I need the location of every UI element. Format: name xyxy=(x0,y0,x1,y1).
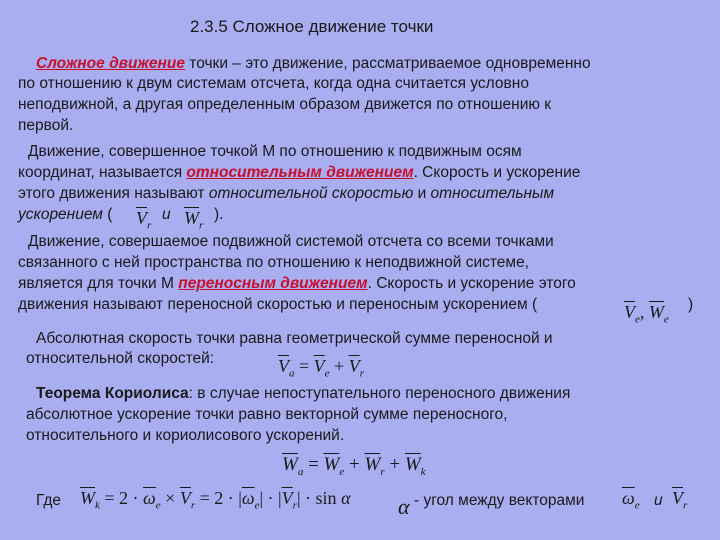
paragraph-2-line-3: этого движения называют относительной скоростью и относительным xyxy=(18,185,555,202)
paragraph-3-line-1: Движение, совершаемое подвижной системой отсчета со всеми точками xyxy=(28,233,554,250)
paragraph-1-line-2: по отношению к двум системам отсчета, когда одна считается условно xyxy=(18,75,529,92)
page-title: 2.3.5 Сложное движение точки xyxy=(190,17,434,36)
paragraph-5-line-2: абсолютное ускорение точки равно векторной сумме переносного, xyxy=(26,406,508,423)
paragraph-2-line-4: ускорением ( xyxy=(18,206,113,223)
formula-omega-e: $\overline{\omega}_e$ xyxy=(622,488,640,512)
formula-ve-we: $\overline{V}_e$, $\overline{W}_e$ xyxy=(624,302,669,326)
where-label: Где xyxy=(36,492,62,509)
alpha-symbol: α xyxy=(398,494,410,519)
paragraph-1-line-3: неподвижной, а другая определенным образом движется по отношению к xyxy=(18,96,552,113)
paragraph-1-line-1: Сложное движение точки – это движение, рассматриваемое одновременно xyxy=(36,55,591,72)
term-transport-motion: переносным движением xyxy=(178,275,368,292)
paragraph-2-line-1: Движение, совершенное точкой М по отношению к подвижным осям xyxy=(28,143,522,160)
conjunction-and: и xyxy=(162,206,171,223)
paragraph-2-line-2: координат, называется относительным движением. Скорость и ускорение xyxy=(18,164,581,181)
paragraph-4-line-1: Абсолютная скорость точки равна геометрической сумме переносной и xyxy=(36,330,553,347)
angle-description: - угол между векторами xyxy=(414,492,585,509)
paren-close: ). xyxy=(214,206,224,223)
formula-vr-2: $\overline{V}_r$ xyxy=(672,488,688,512)
formula-coriolis: $\overline{W}_a = \overline{W}_e + \overline{W}_r + \overline{W}_k$ xyxy=(282,454,426,478)
paragraph-5-line-1: Теорема Кориолиса: в случае непоступательного переносного движения xyxy=(36,385,571,402)
conjunction-and-2: и xyxy=(654,492,663,509)
formula-absolute-velocity: $\overline{V}_a = \overline{V}_e + \overline{V}_r$ xyxy=(278,356,364,380)
paragraph-4-line-2: относительной скоростей: xyxy=(26,350,215,367)
term-coriolis-theorem: Теорема Кориолиса xyxy=(36,385,189,402)
paragraph-1-line-4: первой. xyxy=(18,117,74,134)
paragraph-3-line-2: связанного с ней пространства по отношению к неподвижной системе, xyxy=(18,254,529,271)
term-complex-motion: Сложное движение xyxy=(36,55,185,72)
paragraph-5-line-3: относительного и кориолисового ускорений. xyxy=(26,427,345,444)
paren-close-2: ) xyxy=(688,296,694,313)
formula-vr: $\overline{V}_r$ xyxy=(136,208,152,232)
paragraph-3-line-3: является для точки М переносным движением. Скорость и ускорение этого xyxy=(18,275,576,292)
paragraph-3-line-4: движения называют переносной скоростью и переносным ускорением ( xyxy=(18,296,538,313)
term-relative-motion: относительным движением xyxy=(186,164,414,181)
formula-wr: $\overline{W}_r$ xyxy=(184,208,204,232)
formula-coriolis-accel: $\overline{W}_k = 2 \cdot \overline{\omega}_e \times \overline{V}_r = 2 \cdot |\overline{\omega}_e| \cdot |\overline{V}_r| \cdot \sin \alpha$ xyxy=(80,488,351,512)
